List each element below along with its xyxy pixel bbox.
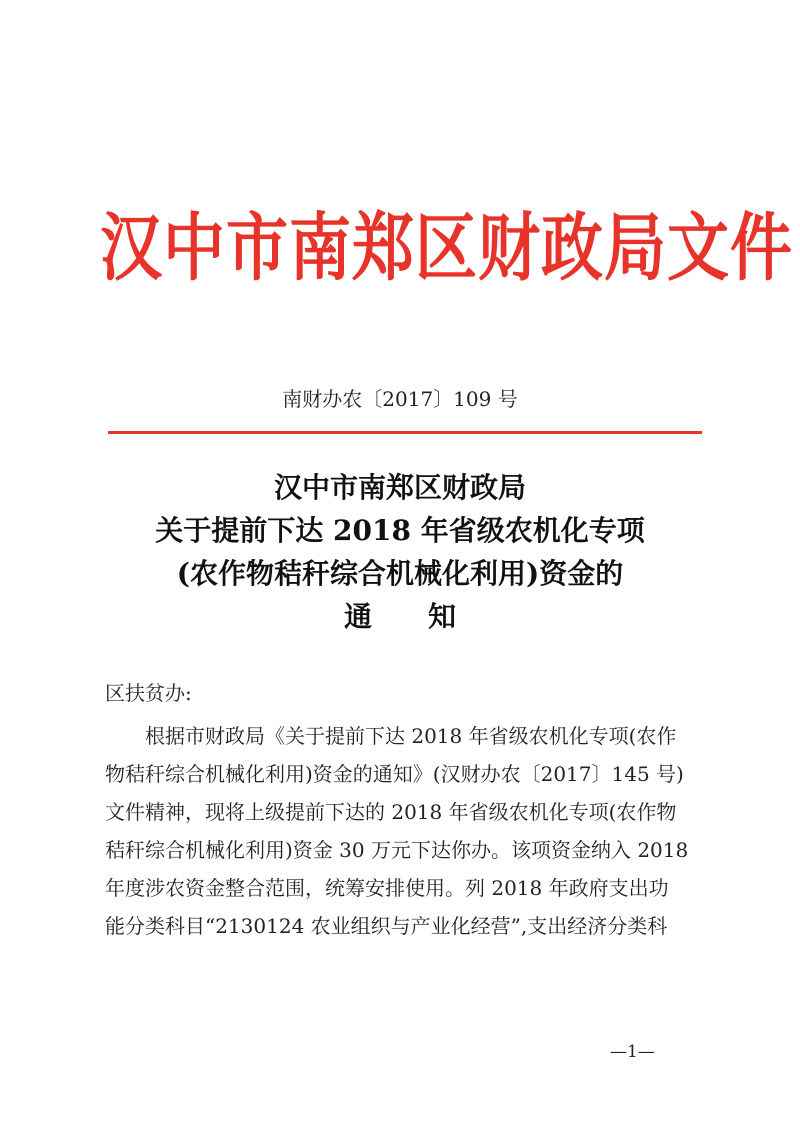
recipient: 区扶贫办: xyxy=(105,681,192,705)
subject-heading xyxy=(100,466,700,638)
subject-line-1: 汉中市南郑区财政局 xyxy=(273,471,526,504)
body-line: 根据市财政局《关于提前下达 2018 年省级农机化专项(农作 xyxy=(145,724,677,748)
subject-line-3: (农作物秸秆综合机械化利用)资金的 xyxy=(176,557,624,590)
body-paragraph xyxy=(105,717,705,945)
subject-line-4 xyxy=(100,595,700,638)
body-line: 年度涉农资金整合范围，统筹安排使用。列 2018 年政府支出功 xyxy=(105,876,669,900)
body-line: 秸秆综合机械化利用)资金 30 万元下达你办。该项资金纳入 2018 xyxy=(105,838,689,862)
page-number: —1— xyxy=(610,1042,655,1062)
red-separator-line xyxy=(108,431,702,434)
notice-word: 通知 xyxy=(343,600,512,633)
subject-line-2: 关于提前下达 2018 年省级农机化专项 xyxy=(155,514,645,547)
document-number: 南财办农〔2017〕109 号 xyxy=(282,387,518,411)
document-header-title: 汉中市南郑区财政局文件 xyxy=(100,204,794,291)
body-line: 物秸秆综合机械化利用)资金的通知》(汉财办农〔2017〕145 号) xyxy=(105,762,684,786)
body-line: 文件精神，现将上级提前下达的 2018 年省级农机化专项(农作物 xyxy=(105,800,677,824)
body-line: 能分类科目“2130124 农业组织与产业化经营”,支出经济分类科 xyxy=(105,914,668,938)
